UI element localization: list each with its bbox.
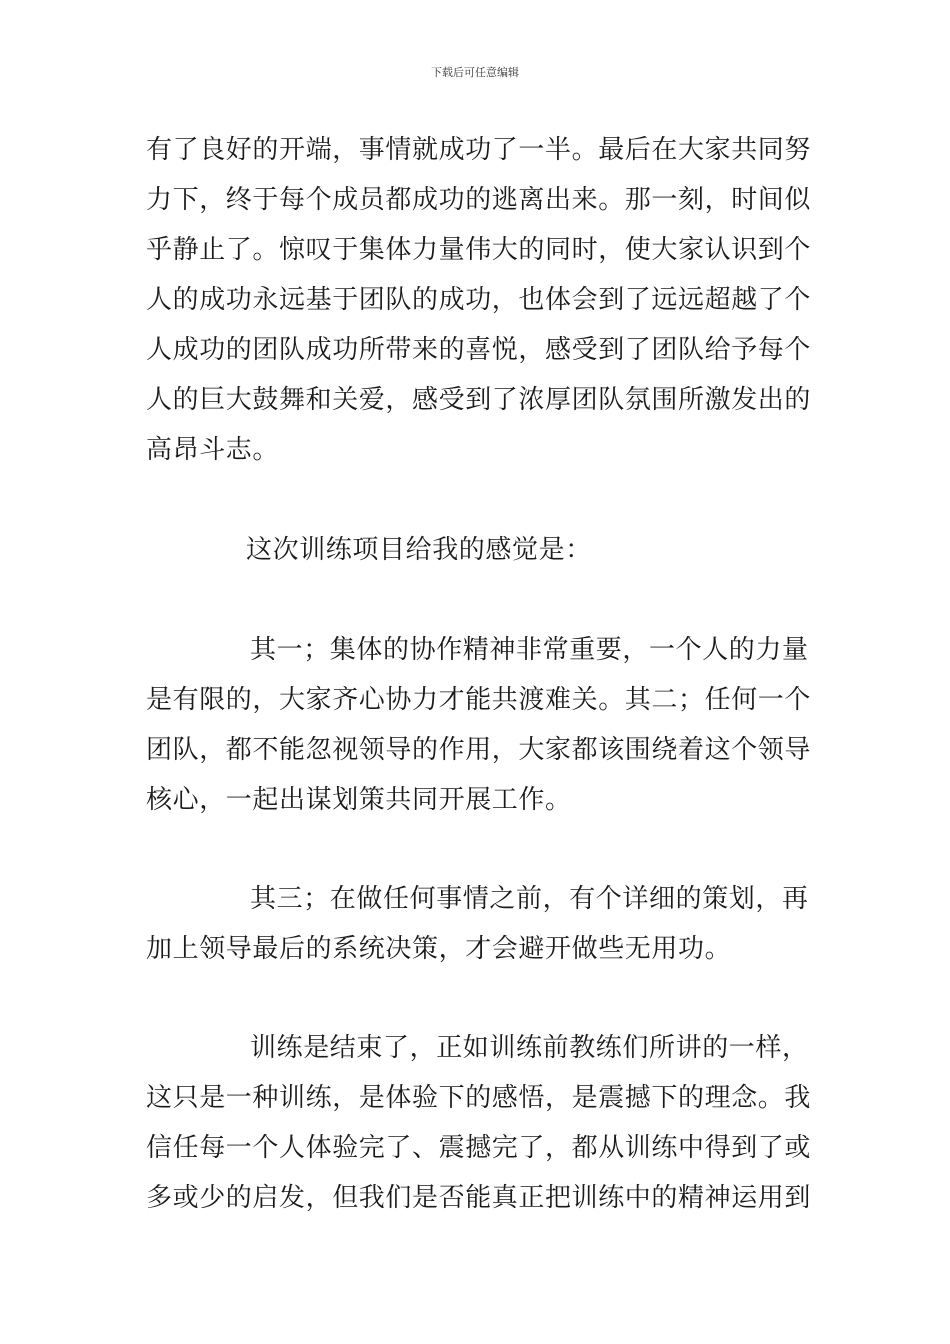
paragraph-line: 有了良好的开端，事情就成功了一半。最后在大家共同努 [146, 135, 812, 165]
paragraph-line: 核心，一起出谋划策共同开展工作。 [146, 785, 572, 815]
paragraph-line: 人的成功永远基于团队的成功，也体会到了远远超越了个 [146, 285, 812, 315]
paragraph-line: 加上领导最后的系统决策，才会避开做些无用功。 [146, 934, 732, 964]
paragraph-line: 力下，终于每个成员都成功的逃离出来。那一刻，时间似 [146, 185, 812, 215]
paragraph-line: 其三；在做任何事情之前，有个详细的策划，再 [250, 884, 809, 914]
paragraph-line: 人成功的团队成功所带来的喜悦，感受到了团队给予每个 [146, 335, 812, 365]
page-header: 下载后可任意编辑 [431, 66, 519, 79]
paragraph-line: 这次训练项目给我的感觉是： [246, 535, 592, 565]
paragraph-line: 这只是一种训练，是体验下的感悟，是震撼下的理念。我 [146, 1083, 812, 1113]
paragraph-line: 多或少的启发，但我们是否能真正把训练中的精神运用到 [146, 1183, 812, 1213]
paragraph-line: 信任每一个人体验完了、震撼完了，都从训练中得到了或 [146, 1133, 812, 1163]
paragraph-line: 其一；集体的协作精神非常重要，一个人的力量 [250, 635, 809, 665]
paragraph-line: 人的巨大鼓舞和关爱，感受到了浓厚团队氛围所激发出的 [146, 385, 812, 415]
paragraph-line: 团队，都不能忽视领导的作用，大家都该围绕着这个领导 [146, 735, 812, 765]
paragraph-line: 是有限的，大家齐心协力才能共渡难关。其二；任何一个 [146, 685, 812, 715]
paragraph-line: 高昂斗志。 [146, 435, 280, 465]
paragraph-line: 乎静止了。惊叹于集体力量伟大的同时，使大家认识到个 [146, 235, 812, 265]
paragraph-line: 训练是结束了，正如训练前教练们所讲的一样， [250, 1033, 809, 1063]
